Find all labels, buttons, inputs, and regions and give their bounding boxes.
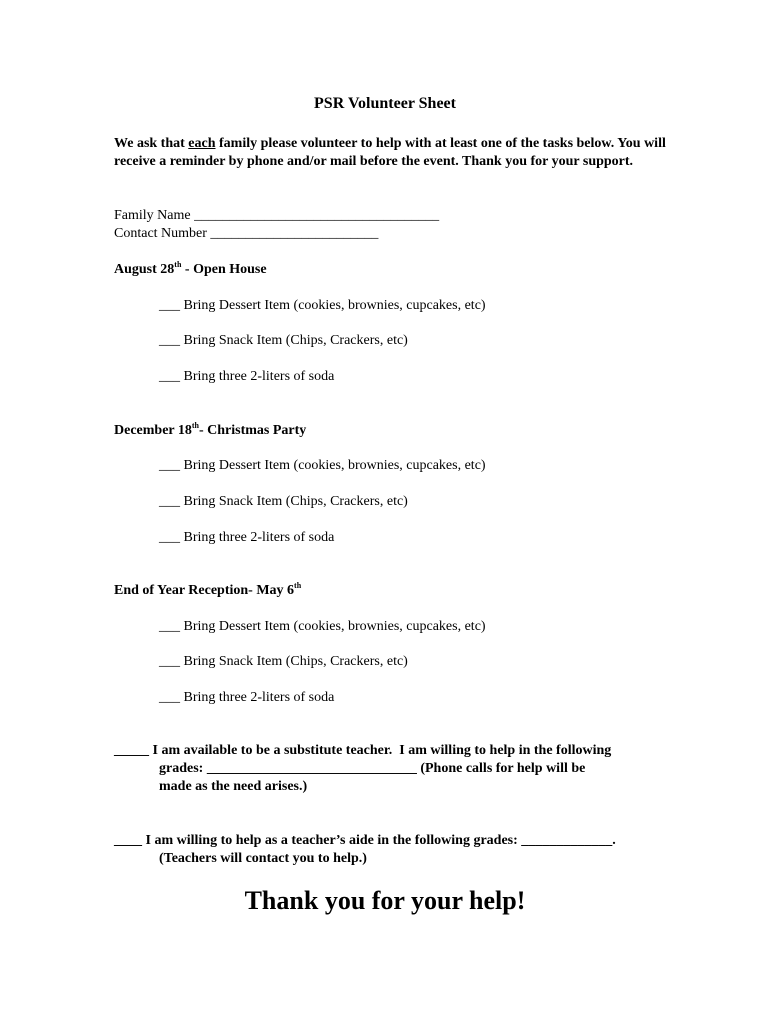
closing-message: Thank you for your help! [244, 886, 526, 915]
section-heading-text: August 28 [114, 262, 175, 277]
substitute-line-1: _____ I am available to be a substitute teacher. I am willing to help in the following [114, 743, 612, 758]
family-name-field[interactable]: Family Name ___________________________________ [114, 208, 440, 223]
section-heading-open-house [114, 261, 267, 279]
aide-line-2: (Teachers will contact you to help.) [159, 851, 367, 866]
intro-emphasis: each [188, 136, 216, 151]
intro-text-after: family please volunteer to help with at least one of the tasks below. You will receive a reminder by phone and/or mail before the event. Thank you for your support. [114, 136, 666, 169]
substitute-line-3: made as the need arises.) [159, 779, 308, 794]
section-heading-end-of-year [114, 582, 301, 600]
volunteer-option[interactable]: ___ Bring Snack Item (Chips, Crackers, etc) [159, 333, 408, 348]
section-heading-text: December 18 [114, 423, 192, 438]
teacher-aide-option[interactable] [114, 832, 674, 868]
volunteer-option[interactable]: ___ Bring Dessert Item (cookies, brownies, cupcakes, etc) [159, 458, 486, 473]
volunteer-option[interactable]: ___ Bring Snack Item (Chips, Crackers, etc) [159, 494, 408, 509]
section-heading-superscript: th [294, 581, 302, 590]
volunteer-option[interactable]: ___ Bring Dessert Item (cookies, brownies, cupcakes, etc) [159, 298, 486, 313]
volunteer-option[interactable]: ___ Bring Dessert Item (cookies, brownies, cupcakes, etc) [159, 619, 486, 634]
section-heading-text: End of Year Reception- May 6 [114, 583, 295, 598]
section-heading-superscript: th [174, 260, 182, 269]
contact-number-field[interactable]: Contact Number ________________________ [114, 226, 379, 241]
section-heading-christmas-party [114, 422, 306, 440]
intro-text-before: We ask that [114, 136, 189, 151]
intro-paragraph [114, 135, 674, 171]
volunteer-option[interactable]: ___ Bring three 2-liters of soda [159, 690, 335, 705]
page-title: PSR Volunteer Sheet [314, 95, 456, 112]
volunteer-option[interactable]: ___ Bring three 2-liters of soda [159, 530, 335, 545]
volunteer-option[interactable]: ___ Bring three 2-liters of soda [159, 369, 335, 384]
section-heading-suffix: - Christmas Party [199, 423, 307, 438]
volunteer-option[interactable]: ___ Bring Snack Item (Chips, Crackers, etc) [159, 654, 408, 669]
substitute-teacher-option[interactable] [114, 742, 674, 796]
section-heading-suffix: - Open House [181, 262, 267, 277]
section-heading-superscript: th [191, 421, 199, 430]
substitute-line-2: grades: ______________________________ (Phone calls for help will be [159, 761, 586, 776]
aide-line-1: ____ I am willing to help as a teacher’s aide in the following grades: _____________. [114, 833, 616, 848]
